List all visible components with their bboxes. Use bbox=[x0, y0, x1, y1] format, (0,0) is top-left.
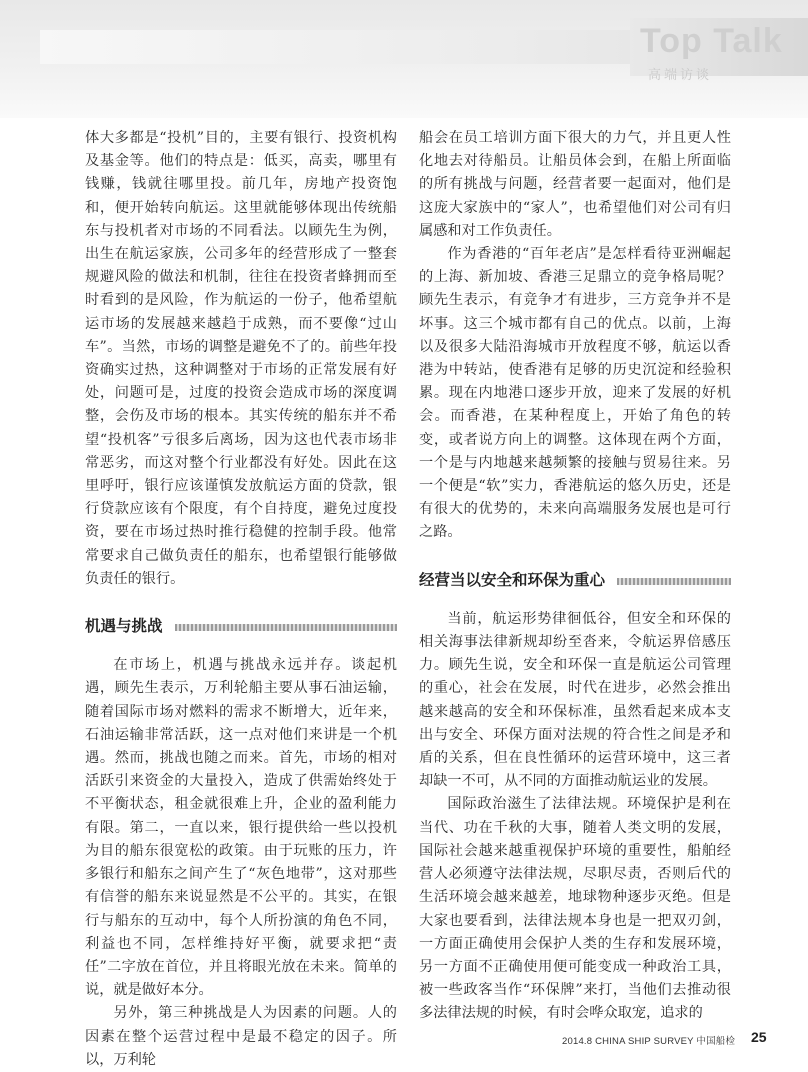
right-paragraph-4: 国际政治滋生了法律法规。环境保护是利在当代、功在千秋的大事，随着人类文明的发展，国际社会越来越重视保护环境的重要性，船舶经营人必须遵守法律法规，尽职尽责，否则后代的生活环境会越来越差，地球物种逐步灭绝。但是大家也要看到，法律法规本身也是一把双刃剑，一方面正确使用会保护人类的生存和发展环境，另一方面不正确使用便可能变成一种政治工具，被一些政客当作“环保牌”来打，当他们去推动很多法律法规的时候，有时会哗众取宠，追求的 bbox=[419, 796, 731, 1022]
section-heading-opportunities bbox=[85, 615, 397, 638]
left-paragraph-3: 另外，第三种挑战是人为因素的问题。人的因素在整个运营过程中是最不稳定的因子。所以，万利轮 bbox=[85, 1005, 397, 1068]
section-heading-safety bbox=[419, 569, 731, 592]
section-subtag: 高端访谈 bbox=[648, 68, 713, 83]
page-footer bbox=[0, 1028, 808, 1052]
page-number: 25 bbox=[751, 1029, 767, 1045]
right-paragraph-3: 当前，航运形势律徊低谷，但安全和环保的相关海事法律新规却纷至沓来，令航运界倍感压力。顾先生说，安全和环保一直是航运公司管理的重心，社会在发展，时代在进步，必然会推出越来越高的安全和环保标准，虽然看起来成本支出与安全、环保方面对法规的符合性之间是矛和盾的关系，但在良性循环的运营环境中，这三者却缺一不可，从不同的方面推动航运业的发展。 bbox=[419, 610, 731, 790]
left-paragraph-2: 在市场上，机遇与挑战永远并存。谈起机遇，顾先生表示，万利轮船主要从事石油运输，随着国际市场对燃料的需求不断增大，近年来，石油运输非常活跃，这一点对他们来讲是一个机遇。然而，挑战也随之而来。首先，市场的相对活跃引来资金的大量投入，造成了供需始终处于不平衡状态，租金就很难上升，企业的盈利能力有限。第二，一直以来，银行提供给一些以投机为目的船东很宽松的政策。由于玩账的压力，许多银行和船东之间产生了“灰色地带”，这对那些有信誉的船东来说显然是不公平的。其实，在银行与船东的互动中，每个人所扮演的角色不同，利益也不同，怎样维持好平衡，就要求把“责任”二字放在首位，并且将眼光放在未来。简单的说，就是做好本分。 bbox=[85, 657, 397, 999]
right-paragraph-2: 作为香港的“百年老店”是怎样看待亚洲崛起的上海、新加坡、香港三足鼎立的竞争格局呢？顾先生表示，有竞争才有进步，三方竞争并不是坏事。这三个城市都有自己的优点。以前，上海以及很多大陆沿海城市开放程度不够，航运以香港为中转站，使香港有足够的历史沉淀和经验积累。现在内地港口逐步开放，迎来了发展的好机会。而香港，在某种程度上，开始了角色的转变，或者说方向上的调整。这体现在两个方面，一个是与内地越来越频繁的接触与贸易往来。另一个便是“软”实力，香港航运的悠久历史，还是有很大的优势的，未来向高端服务发展也是可行之路。 bbox=[419, 246, 731, 541]
section-tag: Top Talk bbox=[640, 22, 783, 60]
heading-text: 经营当以安全和环保为重心 bbox=[419, 570, 606, 589]
left-column bbox=[85, 127, 397, 1072]
heading-text: 机遇与挑战 bbox=[85, 617, 163, 636]
footer-publication: 2014.8 CHINA SHIP SURVEY 中国船检 bbox=[562, 1036, 736, 1047]
left-paragraph-1: 体大多都是“投机”目的，主要有银行、投资机构及基金等。他们的特点是：低买，高卖，哪里有钱赚，钱就往哪里投。前几年，房地产投资饱和，便开始转向航运。这里就能够体现出传统船东与投机者对市场的不同看法。以顾先生为例，出生在航运家族，公司多年的经营形成了一整套规避风险的做法和机制，往往在投资者蜂拥而至时看到的是风险，作为航运的一份子，他希望航运市场的发展越来越趋于成熟，而不要像“过山车”。当然，市场的调整是避免不了的。前些年投资确实过热，这种调整对于市场的正常发展有好处，问题可是，过度的投资会造成市场的深度调整，会伤及市场的根本。其实传统的船东并不希望“投机客”亏很多后离场，因为这也代表市场非常恶劣，而这对整个行业都没有好处。因此在这里呼吁，银行应该谨慎发放航运方面的贷款，银行贷款应该有个限度，有个自持度，避免过度投资，要在市场过热时推行稳健的控制手段。他常常要求自己做负责任的船东，也希望银行能够做负责任的银行。 bbox=[85, 130, 397, 587]
right-column bbox=[419, 127, 731, 1026]
heading-rule bbox=[617, 578, 731, 585]
page-header-band bbox=[0, 0, 808, 118]
right-paragraph-1: 船会在员工培训方面下很大的力气，并且更人性化地去对待船员。让船员体会到，在船上所面临的所有挑战与问题，经营者要一起面对，他们是这庞大家族中的“家人”，也希望他们对公司有归属感和对工作负责任。 bbox=[419, 130, 731, 239]
heading-rule bbox=[175, 624, 397, 631]
